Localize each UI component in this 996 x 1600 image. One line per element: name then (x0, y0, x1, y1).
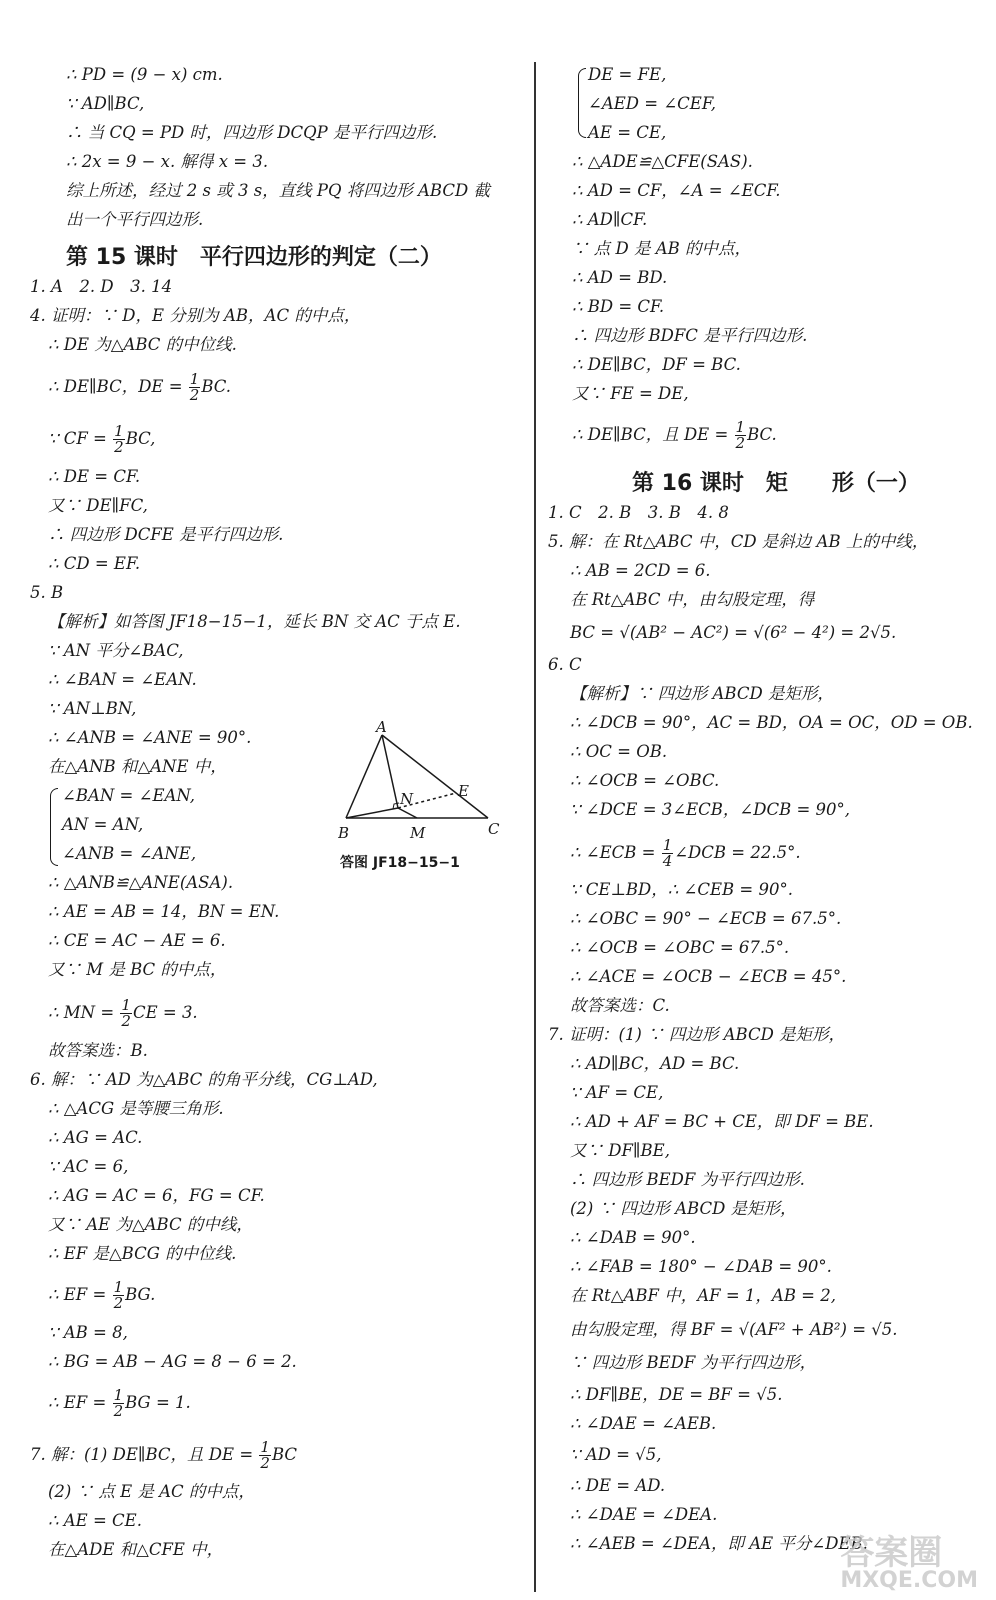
figure-caption: 答图 JF18−15−1 (340, 855, 460, 871)
text-line: ∵ AD∥BC, (66, 94, 145, 113)
label-n: N (400, 790, 414, 808)
text-line: (2) ∵ 点 E 是 AC 的中点， (48, 1482, 255, 1501)
fraction (120, 998, 132, 1029)
text-fragment: ∴ DE∥BC，DE = (48, 377, 183, 396)
text-line: ∴ AG = AC = 6，FG = CF. (48, 1186, 265, 1205)
text-line: ∴ 2x = 9 − x. 解得 x = 3. (66, 152, 269, 171)
text-line: ∴ ∠OBC = 90° − ∠ECB = 67.5°. (570, 909, 842, 928)
text-line: ∵ 点 D 是 AB 的中点， (572, 239, 751, 258)
text-line: ∠AED = ∠CEF, (588, 94, 716, 113)
answer-line: 1. A 2. D 3. 14 (30, 277, 173, 296)
text-line: 在△ADE 和△CFE 中， (48, 1540, 224, 1559)
text-line: 【解析】如答图 JF18−15−1，延长 BN 交 AC 于点 E. (48, 612, 461, 631)
text-line: ∴ ∠OCB = ∠OBC = 67.5°. (570, 938, 790, 957)
text-line: ∴ DE∥BC，DF = BC. (572, 355, 741, 374)
answer-line: 5. B (30, 583, 64, 602)
text-line: ∴ CE = AC − AE = 6. (48, 931, 226, 950)
text-line (48, 1280, 155, 1311)
text-line: ∠ANB = ∠ANE, (62, 844, 197, 863)
fraction-denominator: 2 (113, 1402, 124, 1420)
fraction-denominator: 2 (121, 1012, 131, 1030)
watermark-logo: 答案圈 (840, 1533, 943, 1573)
column-divider (534, 62, 536, 1592)
text-line: 【解析】∵ 四边形 ABCD 是矩形， (570, 684, 834, 703)
text-line: ∴ DE 为△ABC 的中位线. (48, 335, 237, 354)
text-line: ∴ ∠AEB = ∠DEA，即 AE 平分∠DEB. (570, 1534, 868, 1553)
text-line: ∴ DF∥BE，DE = BF = √5. (570, 1385, 783, 1404)
text-line: 4. 证明：∵ D，E 分别为 AB，AC 的中点， (30, 306, 361, 325)
text-line: ∴ ∠DAE = ∠DEA. (570, 1505, 718, 1524)
fraction (113, 1388, 125, 1419)
text-line: ∴ △ADE≌△CFE(SAS). (572, 152, 753, 171)
text-line: ∴ ∠OCB = ∠OBC. (570, 771, 720, 790)
text-line: ∴ 四边形 DCFE 是平行四边形. (48, 525, 284, 544)
text-line: BC = √(AB² − AC²) = √(6² − 4²) = 2√5. (570, 623, 897, 642)
fraction-numerator: 1 (662, 836, 673, 854)
text-line: ∵ CE⊥BD，∴ ∠CEB = 90°. (570, 880, 793, 899)
fraction (259, 1440, 271, 1471)
text-line: 又∵ AE 为△ABC 的中线， (48, 1215, 253, 1234)
fraction-numerator: 1 (113, 1278, 124, 1296)
text-line: 又∵ M 是 BC 的中点， (48, 960, 227, 979)
text-line: 在 Rt△ABF 中，AF = 1，AB = 2, (570, 1286, 836, 1305)
text-fragment: ∴ DE∥BC，且 DE = (572, 425, 729, 444)
watermark (840, 1533, 978, 1593)
text-line (30, 1440, 297, 1471)
text-fragment: BC. (747, 425, 777, 444)
text-line: ∵ AF = CE, (570, 1083, 664, 1102)
text-fragment: 7. 解：(1) DE∥BC，且 DE = (30, 1445, 254, 1464)
text-line: ∴ 当 CQ = PD 时，四边形 DCQP 是平行四边形. (66, 123, 438, 142)
text-line: 在△ANB 和△ANE 中， (48, 757, 227, 776)
text-line: 5. 解：在 Rt△ABC 中，CD 是斜边 AB 上的中线， (548, 532, 929, 551)
text-line: AE = CE, (588, 123, 667, 142)
text-line: ∴ DE = CF. (48, 467, 141, 486)
text-line (48, 424, 155, 455)
text-line (572, 420, 777, 451)
brace (578, 68, 586, 138)
label-b: B (338, 824, 350, 842)
fraction-numerator: 1 (189, 370, 200, 388)
text-line: ∵ 四边形 BEDF 为平行四边形， (570, 1353, 817, 1372)
text-line: ∴ △ANB≌△ANE(ASA). (48, 873, 234, 892)
text-line: ∴ DE = AD. (570, 1476, 666, 1495)
fraction-denominator: 2 (189, 386, 200, 404)
text-line: 故答案选：C. (570, 996, 670, 1015)
segment-nm (398, 808, 417, 818)
text-fragment: ∴ EF = (48, 1393, 107, 1412)
text-line: ∵ AD = √5, (570, 1445, 662, 1464)
text-line: 在 Rt△ABC 中，由勾股定理，得 (570, 590, 815, 609)
text-line: ∴ AD + AF = BC + CE，即 DF = BE. (570, 1112, 874, 1131)
section-heading: 第 16 课时 矩 形（一） (632, 471, 920, 496)
text-line: ∴ AB = 2CD = 6. (570, 561, 711, 580)
text-line: (2) ∵ 四边形 ABCD 是矩形， (570, 1199, 797, 1218)
text-line: ∴ ∠DCB = 90°，AC = BD，OA = OC，OD = OB. (570, 713, 973, 732)
text-line: ∴ ∠BAN = ∠EAN. (48, 670, 197, 689)
text-line: ∴ AG = AC. (48, 1128, 143, 1147)
fraction-numerator: 1 (114, 422, 124, 440)
text-line: ∴ ∠DAE = ∠AEB. (570, 1414, 717, 1433)
text-fragment: ∠DCB = 22.5°. (674, 843, 801, 862)
text-fragment: ∴ ∠ECB = (570, 843, 656, 862)
text-line: ∴ AD∥BC，AD = BC. (570, 1054, 740, 1073)
fraction-numerator: 1 (735, 418, 746, 436)
text-line: ∵ ∠DCE = 3∠ECB，∠DCB = 90°, (570, 800, 851, 819)
fraction (113, 1280, 125, 1311)
fraction-denominator: 2 (260, 1454, 270, 1472)
text-line: 7. 证明：(1) ∵ 四边形 ABCD 是矩形， (548, 1025, 846, 1044)
text-line: ∴ BD = CF. (572, 297, 665, 316)
fraction-numerator: 1 (260, 1438, 270, 1456)
label-e: E (458, 782, 469, 800)
text-line: ∴ 四边形 BEDF 为平行四边形. (570, 1170, 805, 1189)
answer-line: 1. C 2. B 3. B 4. 8 (548, 503, 729, 522)
text-line: 综上所述，经过 2 s 或 3 s，直线 PQ 将四边形 ABCD 截 (66, 181, 490, 200)
fraction-denominator: 2 (114, 438, 124, 456)
text-line: 又∵ DF∥BE, (570, 1141, 670, 1160)
fraction-denominator: 2 (113, 1294, 124, 1312)
text-line: AN = AN, (62, 815, 144, 834)
text-line: ∴ ∠DAB = 90°. (570, 1228, 696, 1247)
section-heading: 第 15 课时 平行四边形的判定（二） (66, 245, 442, 270)
text-line: ∴ ∠ANB = ∠ANE = 90°. (48, 728, 252, 747)
text-line: ∴ △ACG 是等腰三角形. (48, 1099, 224, 1118)
text-fragment: BC, (125, 429, 156, 448)
segment-bn (346, 808, 398, 818)
text-line: ∵ AB = 8, (48, 1323, 128, 1342)
text-line: ∵ AN⊥BN, (48, 699, 137, 718)
text-line (48, 1388, 191, 1419)
fraction-numerator: 1 (113, 1386, 124, 1404)
text-line: ∵ AN 平分∠BAC, (48, 641, 184, 660)
text-line: ∴ AE = CE. (48, 1511, 142, 1530)
fraction (113, 424, 125, 455)
text-line: 6. 解：∵ AD 为△ABC 的角平分线，CG⊥AD, (30, 1070, 378, 1089)
text-line: 出一个平行四边形. (66, 210, 204, 229)
text-fragment: BC (271, 1445, 298, 1464)
text-line (570, 838, 801, 869)
text-fragment: CE = 3. (132, 1003, 198, 1022)
text-fragment: BG. (125, 1285, 156, 1304)
text-line: 又∵ DE∥FC, (48, 496, 148, 515)
text-fragment: ∴ EF = (48, 1285, 107, 1304)
text-fragment: ∵ CF = (48, 429, 107, 448)
text-line: ∵ AC = 6, (48, 1157, 129, 1176)
label-c: C (488, 820, 500, 838)
fraction (662, 838, 674, 869)
text-line: DE = FE, (588, 65, 667, 84)
text-line: ∠BAN = ∠EAN, (62, 786, 196, 805)
fraction-denominator: 4 (662, 852, 673, 870)
text-line: ∴ CD = EF. (48, 554, 141, 573)
fraction (735, 420, 747, 451)
text-line (48, 372, 231, 403)
segment-ab (346, 735, 382, 818)
text-line: ∴ ∠FAB = 180° − ∠DAB = 90°. (570, 1257, 832, 1276)
text-line: 又∵ FE = DE, (572, 384, 689, 403)
text-line: ∴ AD = CF，∠A = ∠ECF. (572, 181, 781, 200)
text-line: ∴ OC = OB. (570, 742, 668, 761)
fraction-denominator: 2 (735, 434, 746, 452)
label-a: A (376, 720, 387, 736)
text-line: ∴ AD = BD. (572, 268, 668, 287)
text-line: ∴ ∠ACE = ∠OCB − ∠ECB = 45°. (570, 967, 847, 986)
fraction-numerator: 1 (121, 996, 131, 1014)
text-fragment: BC. (201, 377, 232, 396)
text-line: ∴ BG = AB − AG = 8 − 6 = 2. (48, 1352, 297, 1371)
text-line: ∴ 四边形 BDFC 是平行四边形. (572, 326, 808, 345)
fraction (189, 372, 201, 403)
answer-line: 6. C (548, 655, 582, 674)
text-line: 由勾股定理，得 BF = √(AF² + AB²) = √5. (570, 1320, 898, 1339)
text-line: ∴ PD = (9 − x) cm. (66, 65, 223, 84)
text-line: 故答案选：B. (48, 1041, 148, 1060)
text-fragment: BG = 1. (125, 1393, 191, 1412)
text-line: ∴ AE = AB = 14，BN = EN. (48, 902, 280, 921)
text-line: ∴ EF 是△BCG 的中位线. (48, 1244, 237, 1263)
text-line: ∴ AD∥CF. (572, 210, 648, 229)
watermark-url: MXQE.COM (840, 1568, 978, 1593)
text-fragment: ∴ MN = (48, 1003, 115, 1022)
text-line (48, 998, 198, 1029)
brace (50, 788, 58, 866)
label-m: M (410, 824, 426, 842)
